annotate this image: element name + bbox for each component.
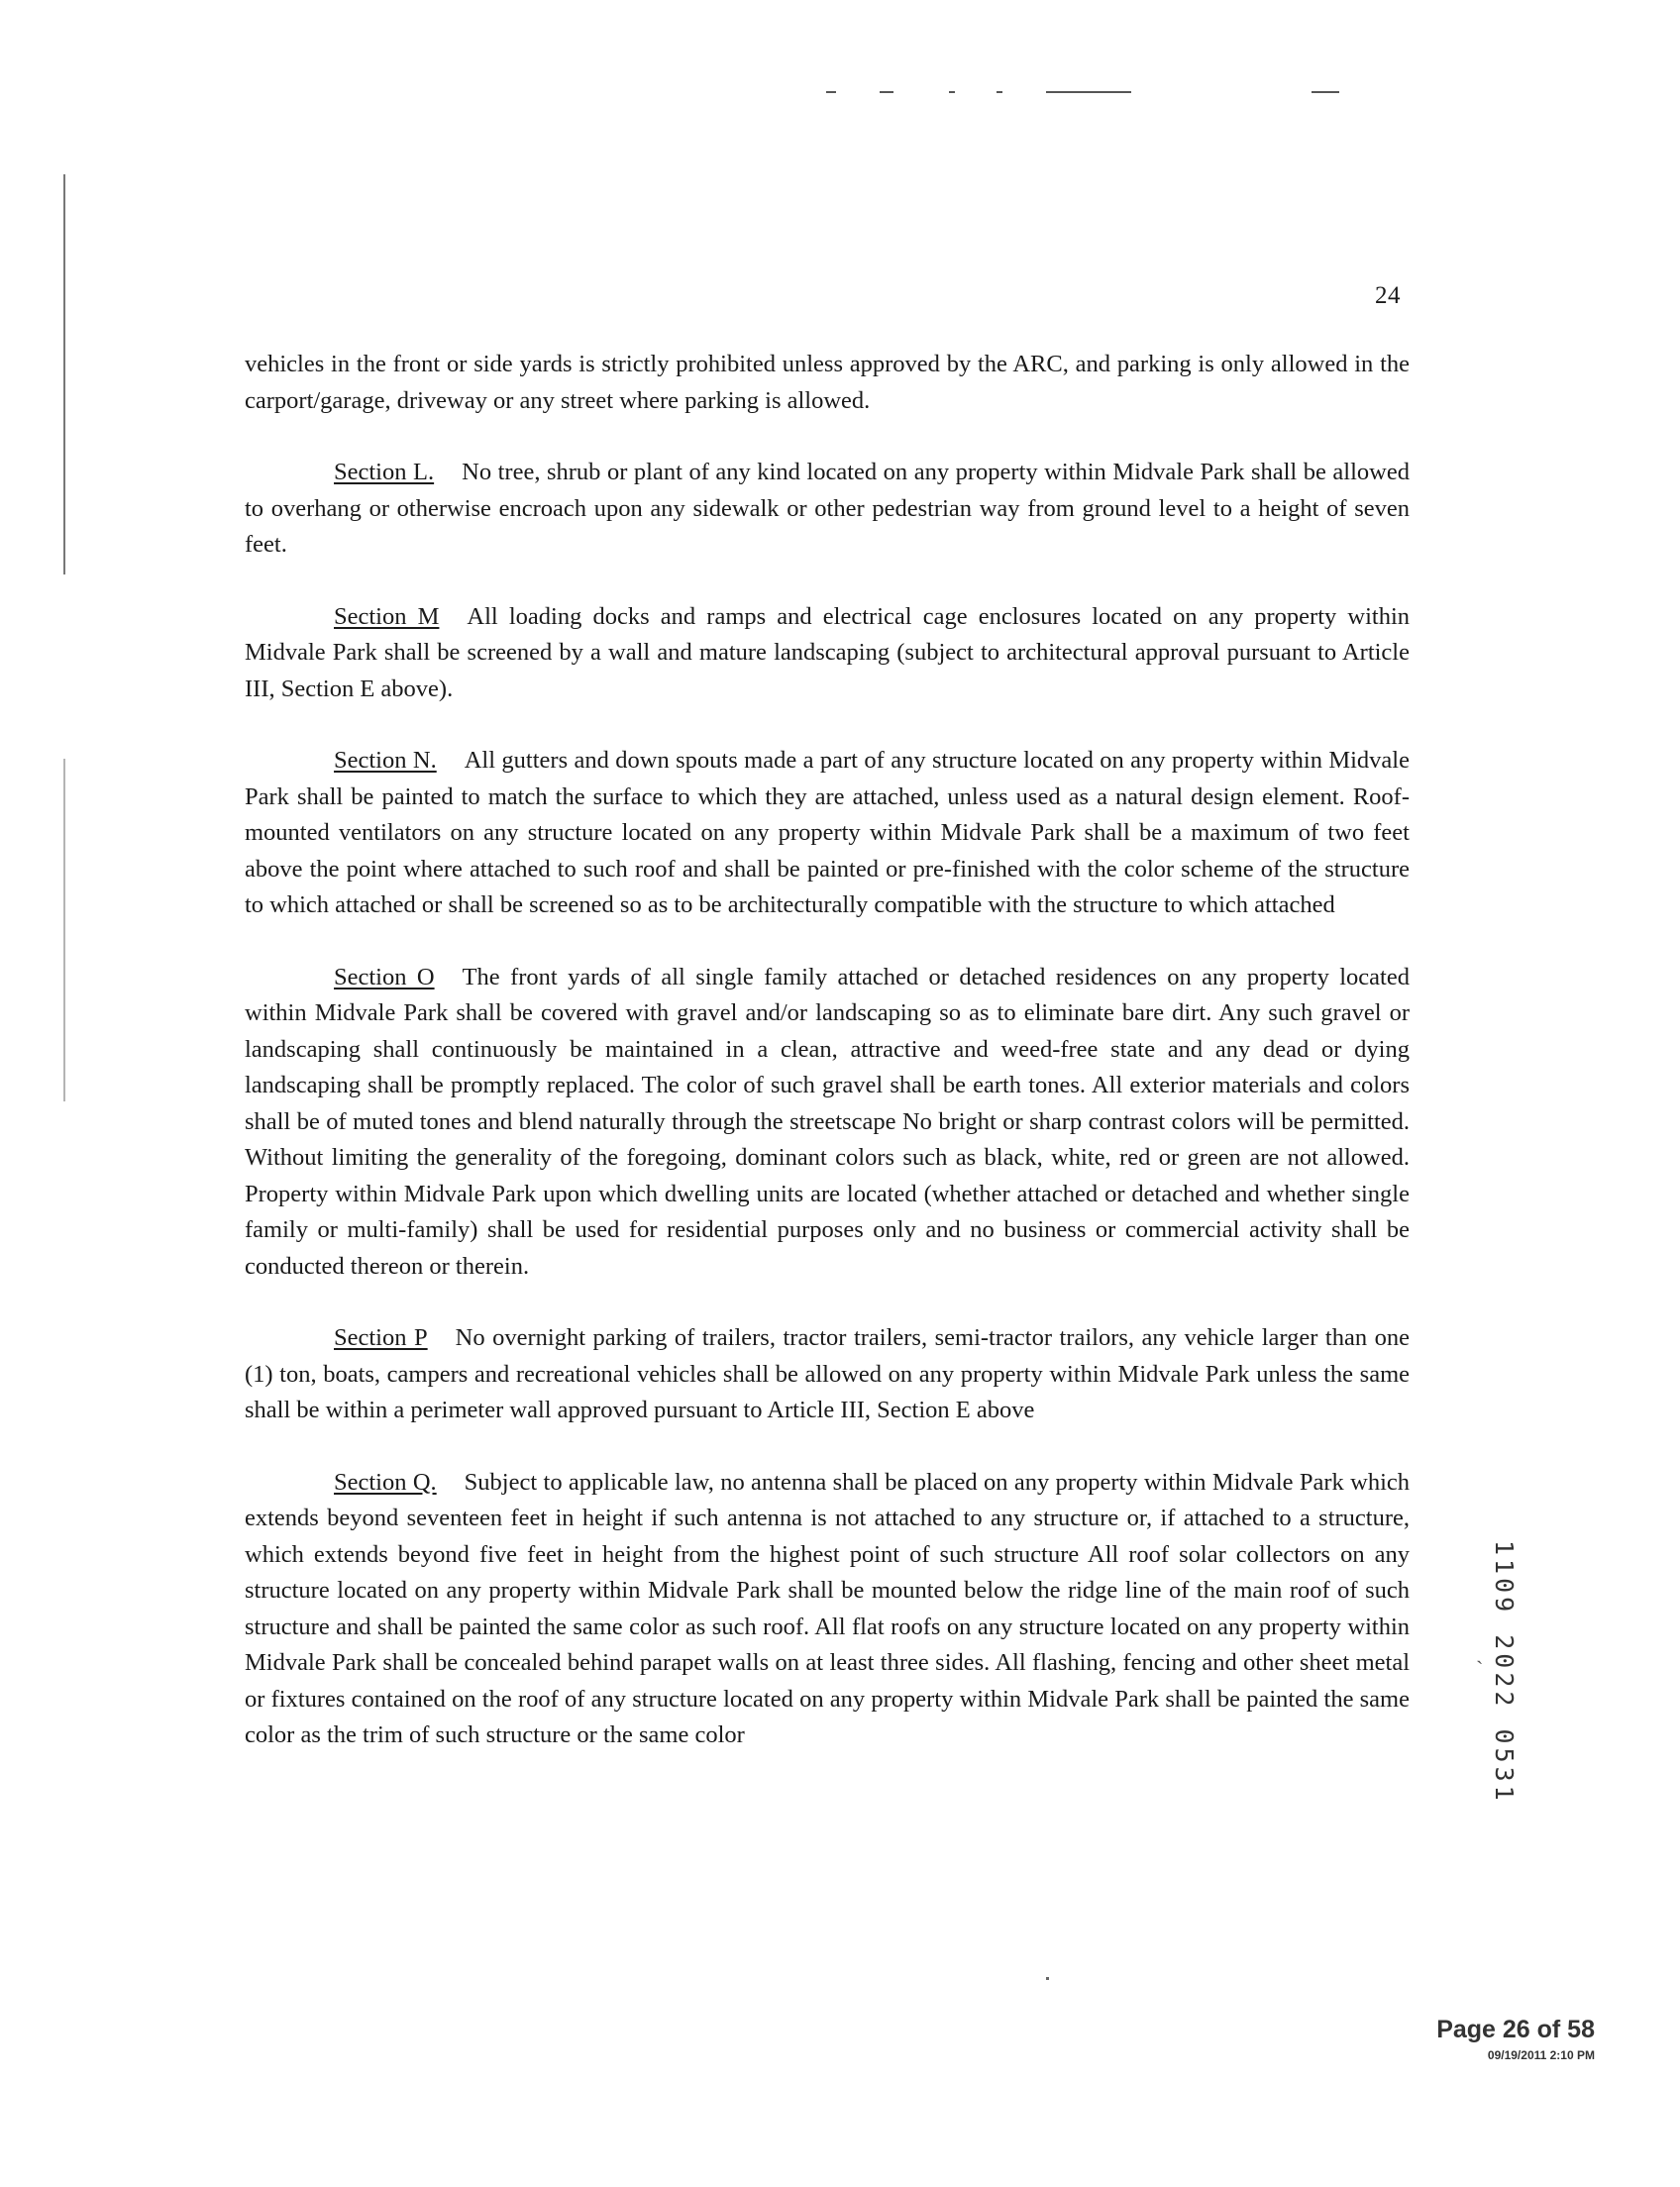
document-body (245, 347, 1410, 1790)
margin-line-upper (63, 174, 65, 574)
paragraph-continuation (245, 347, 1410, 419)
paragraph-text: The front yards of all single family attached or detached residences on any property located within Midvale Park shall be covered with gravel and/or landscaping so as to eliminate bare dirt. Any such gravel or landscaping shall continuously be maintained in a clean, attractive and weed-free state and any dead or dying landscaping shall be promptly replaced. The color of such gravel shall be earth tones. All exterior materials and colors shall be of muted tones and blend naturally through the streetscape No bright or sharp contrast colors will be permitted. Without limiting the generality of the foregoing, dominant colors such as black, white, red or green are not allowed. Property within Midvale Park upon which dwelling units are located (whether attached or detached and whether single family or multi-family) shall be used for residential purposes only and no business or commercial activity shall be conducted thereon or therein. (245, 963, 1410, 1280)
section-label: Section M (334, 602, 440, 630)
paragraph-section-p (245, 1320, 1410, 1429)
paragraph-text: No tree, shrub or plant of any kind located on any property within Midvale Park shall be allowed to overhang or otherwise encroach upon any sidewalk or other pedestrian way from ground level to a height of seven feet. (245, 459, 1410, 558)
scan-artifacts (822, 83, 1377, 103)
stray-mark: ˏ (1476, 1639, 1484, 1664)
footer-page-label: Page 26 of 58 (1436, 2016, 1595, 2043)
section-label: Section N. (334, 747, 437, 774)
paragraph-text: No overnight parking of trailers, tractor trailers, semi-tractor trailors, any vehicle larger than one (1) ton, boats, campers and recreational vehicles shall be allowed on any property within Midvale Park unless the same shall be within a perimeter wall approved pursuant to Article III, Section E above (245, 1324, 1410, 1423)
recording-stamp: 1109 2022 0531 (1490, 1540, 1519, 1805)
margin-line-lower (63, 759, 65, 1101)
section-label: Section P (334, 1324, 428, 1351)
paragraph-text: All gutters and down spouts made a part of any structure located on any property within Midvale Park shall be painted to match the surface to which they are attached, unless used as a natural design element. Roof-mounted ventilators on any structure located on any property within Midvale Park shall be a maximum of two feet above the point where attached to such roof and shall be painted or pre-finished with the color scheme of the structure to which attached or shall be screened so as to be architecturally compatible with the structure to which attached (245, 747, 1410, 918)
page-number: 24 (1375, 282, 1401, 309)
paragraph-text: All loading docks and ramps and electrical cage enclosures located on any property within Midvale Park shall be screened by a wall and mature landscaping (subject to architectural approval pursuant to Article III, Section E above). (245, 602, 1411, 702)
paragraph-text: Subject to applicable law, no antenna shall be placed on any property within Midvale Park which extends beyond seventeen feet in height if such antenna is not attached to any structure or, if attached to a structure, which extends beyond five feet in height from the highest point of such structure All roof solar collectors on any structure located on any property within Midvale Park shall be mounted below the ridge line of the main roof of such structure and shall be painted the same color as such roof. All flat roofs on any structure located on any property within Midvale Park shall be concealed behind parapet walls on at least three sides. All flashing, fencing and other sheet metal or fixtures contained on the roof of any structure located on any property within Midvale Park shall be painted the same color as the trim of such structure or the same color (245, 1468, 1411, 1748)
section-label: Section L. (334, 459, 435, 485)
paragraph-section-l (245, 455, 1410, 564)
paragraph-text: vehicles in the front or side yards is strictly prohibited unless approved by the ARC, and parking is only allowed in the carport/garage, driveway or any street where parking is allowed. (245, 351, 1410, 414)
paragraph-section-n (245, 743, 1410, 924)
paragraph-section-m (245, 599, 1410, 708)
stray-dot (1046, 1977, 1049, 1980)
section-label: Section O (334, 963, 435, 990)
paragraph-section-q (245, 1465, 1410, 1754)
section-label: Section Q. (334, 1468, 437, 1496)
paragraph-section-o (245, 960, 1410, 1286)
footer-timestamp: 09/19/2011 2:10 PM (1487, 2048, 1595, 2062)
